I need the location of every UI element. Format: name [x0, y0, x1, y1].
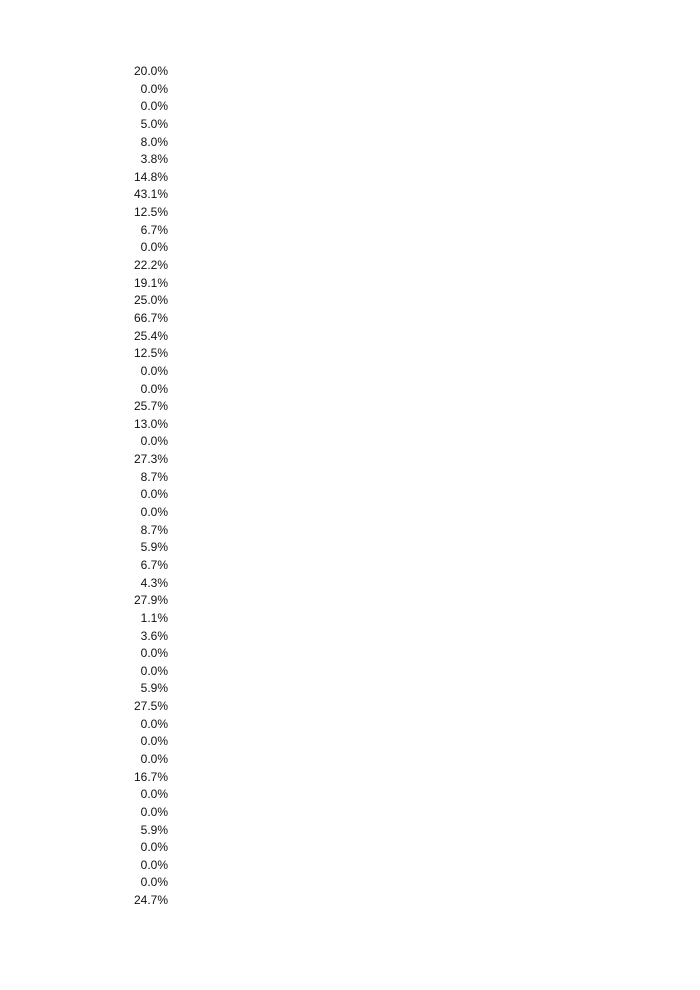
percentage-cell: 8.0%: [140, 134, 168, 149]
percentage-cell: 0.0%: [140, 751, 168, 766]
percentage-cell: 5.9%: [140, 681, 168, 696]
percentage-cell: 25.4%: [133, 328, 168, 343]
percentage-cell: 5.9%: [140, 540, 168, 555]
percentage-cell: 0.0%: [140, 487, 168, 502]
percentage-cell: 6.7%: [140, 557, 168, 572]
percentage-cell: 5.0%: [140, 116, 168, 131]
percentage-cell: 0.0%: [140, 787, 168, 802]
percentage-cell: 25.7%: [133, 399, 168, 414]
percentage-cell: 12.5%: [133, 346, 168, 361]
percentage-cell: 0.0%: [140, 81, 168, 96]
percentage-cell: 27.9%: [133, 593, 168, 608]
percentage-cell: 66.7%: [133, 310, 168, 325]
percentage-cell: 0.0%: [140, 99, 168, 114]
percentage-cell: 27.3%: [133, 452, 168, 467]
percentage-cell: 0.0%: [140, 875, 168, 890]
percentage-cell: 0.0%: [140, 505, 168, 520]
percentage-cell: 6.7%: [140, 222, 168, 237]
percentage-cell: 0.0%: [140, 840, 168, 855]
percentage-cell: 8.7%: [140, 469, 168, 484]
percentage-cell: 25.0%: [133, 293, 168, 308]
percentage-cell: 1.1%: [140, 610, 168, 625]
percentage-cell: 8.7%: [140, 522, 168, 537]
percentage-column: [110, 63, 168, 910]
percentage-cell: 43.1%: [133, 187, 168, 202]
percentage-cell: 19.1%: [133, 275, 168, 290]
percentage-cell: 0.0%: [140, 646, 168, 661]
percentage-cell: 27.5%: [133, 699, 168, 714]
percentage-cell: 24.7%: [133, 893, 168, 908]
percentage-cell: 0.0%: [140, 716, 168, 731]
percentage-cell: 20.0%: [133, 64, 168, 78]
percentage-cell: 3.8%: [140, 152, 168, 167]
percentage-cell: 0.0%: [140, 804, 168, 819]
percentage-cell: 0.0%: [140, 734, 168, 749]
percentage-cell: 22.2%: [133, 258, 168, 273]
percentage-cell: 0.0%: [140, 363, 168, 378]
percentage-cell: 12.5%: [133, 205, 168, 220]
percentage-cell: 14.8%: [133, 169, 168, 184]
percentage-cell: 0.0%: [140, 857, 168, 872]
percentage-cell: 13.0%: [133, 416, 168, 431]
percentage-cell: 4.3%: [140, 575, 168, 590]
percentage-cell: 0.0%: [140, 240, 168, 255]
percentage-cell: 0.0%: [140, 381, 168, 396]
percentage-cell: 3.6%: [140, 628, 168, 643]
percentage-cell: 16.7%: [133, 769, 168, 784]
percentage-cell: 0.0%: [140, 434, 168, 449]
percentage-cell: 0.0%: [140, 663, 168, 678]
percentage-cell: 5.9%: [140, 822, 168, 837]
